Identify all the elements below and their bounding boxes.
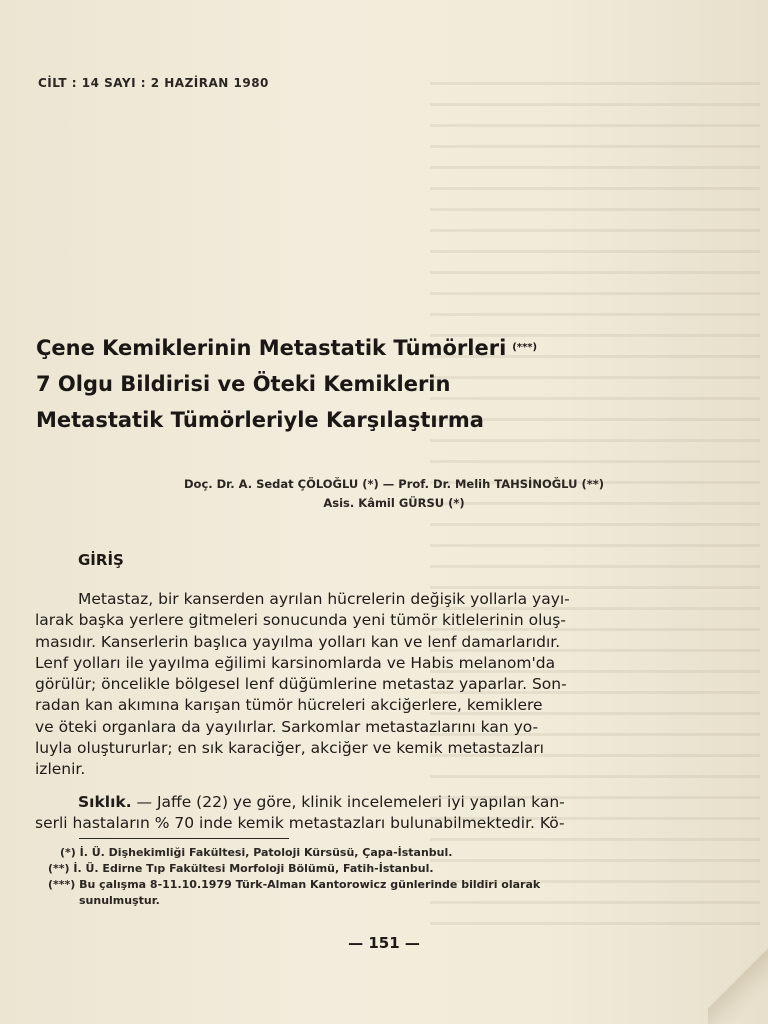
paragraph-2-line-1 — [35, 792, 700, 813]
footnote-3: (***) Bu çalışma 8-11.10.1979 Türk-Alman Kantorowicz günlerinde bildiri olarak — [48, 878, 541, 891]
footnote-3-continuation: sunulmuştur. — [79, 894, 160, 907]
title-footnote-mark: (***) — [512, 342, 538, 353]
article-title — [36, 330, 736, 438]
title-line-3: Metastatik Tümörleriyle Karşılaştırma — [36, 408, 484, 432]
paragraph-1-line: larak başka yerlere gitmeleri sonucunda yeni tümör kitlelerinin oluş- — [35, 611, 566, 630]
paragraph-2-line-1-text: — Jaffe (22) ye göre, klinik incelemeleri iyi yapılan kan- — [131, 792, 565, 811]
paragraph-1-line: görülür; öncelikle bölgesel lenf düğümlerine metastaz yaparlar. Son- — [35, 675, 567, 694]
section-heading: GİRİŞ — [78, 551, 124, 569]
page-number: — 151 — — [348, 934, 420, 952]
paragraph-1-line: Metastaz, bir kanserden ayrılan hücrelerin değişik yollarla yayı- — [78, 590, 570, 608]
title-line-1 — [36, 330, 736, 366]
paragraph-1-line: radan kan akımına karışan tümör hücreleri akciğerlere, kemiklere — [35, 696, 543, 715]
paragraph-1-line: masıdır. Kanserlerin başlıca yayılma yolları kan ve lenf damarlarıdır. — [35, 632, 561, 651]
title-line-2: 7 Olgu Bildirisi ve Öteki Kemiklerin — [36, 372, 451, 396]
paragraph-1-line: luyla oluştururlar; en sık karaciğer, akciğer ve kemik metastazları — [35, 739, 544, 758]
footnotes — [48, 845, 718, 909]
paragraph-2-line-2: serli hastaların % 70 inde kemik metastazları bulunabilmektedir. Kö- — [35, 813, 565, 832]
authors-line-1: Doç. Dr. A. Sedat ÇÖLOĞLU (*) — Prof. Dr. Melih TAHSİNOĞLU (**) — [184, 477, 604, 491]
body-text — [35, 589, 700, 834]
author-block — [0, 475, 768, 513]
journal-issue-line: CİLT : 14 SAYI : 2 HAZİRAN 1980 — [38, 76, 269, 90]
paragraph-1-line: Lenf yolları ile yayılma eğilimi karsinomlarda ve Habis melanom'da — [35, 653, 556, 672]
footnote-separator — [79, 838, 289, 839]
page-corner-shadow — [708, 914, 768, 1024]
paragraph-1-line: izlenir. — [35, 760, 86, 779]
run-in-heading: Sıklık. — [78, 792, 132, 811]
title-line-1-text: Çene Kemiklerinin Metastatik Tümörleri — [36, 336, 507, 360]
paragraph-1-line: ve öteki organlara da yayılırlar. Sarkomlar metastazlarını kan yo- — [35, 717, 539, 736]
authors-line-2: Asis. Kâmil GÜRSU (*) — [323, 496, 465, 510]
footnote-1: (*) İ. Ü. Dişhekimliği Fakültesi, Patoloji Kürsüsü, Çapa-İstanbul. — [60, 846, 453, 859]
footnote-2: (**) İ. Ü. Edirne Tıp Fakültesi Morfoloji Bölümü, Fatih-İstanbul. — [48, 862, 434, 875]
